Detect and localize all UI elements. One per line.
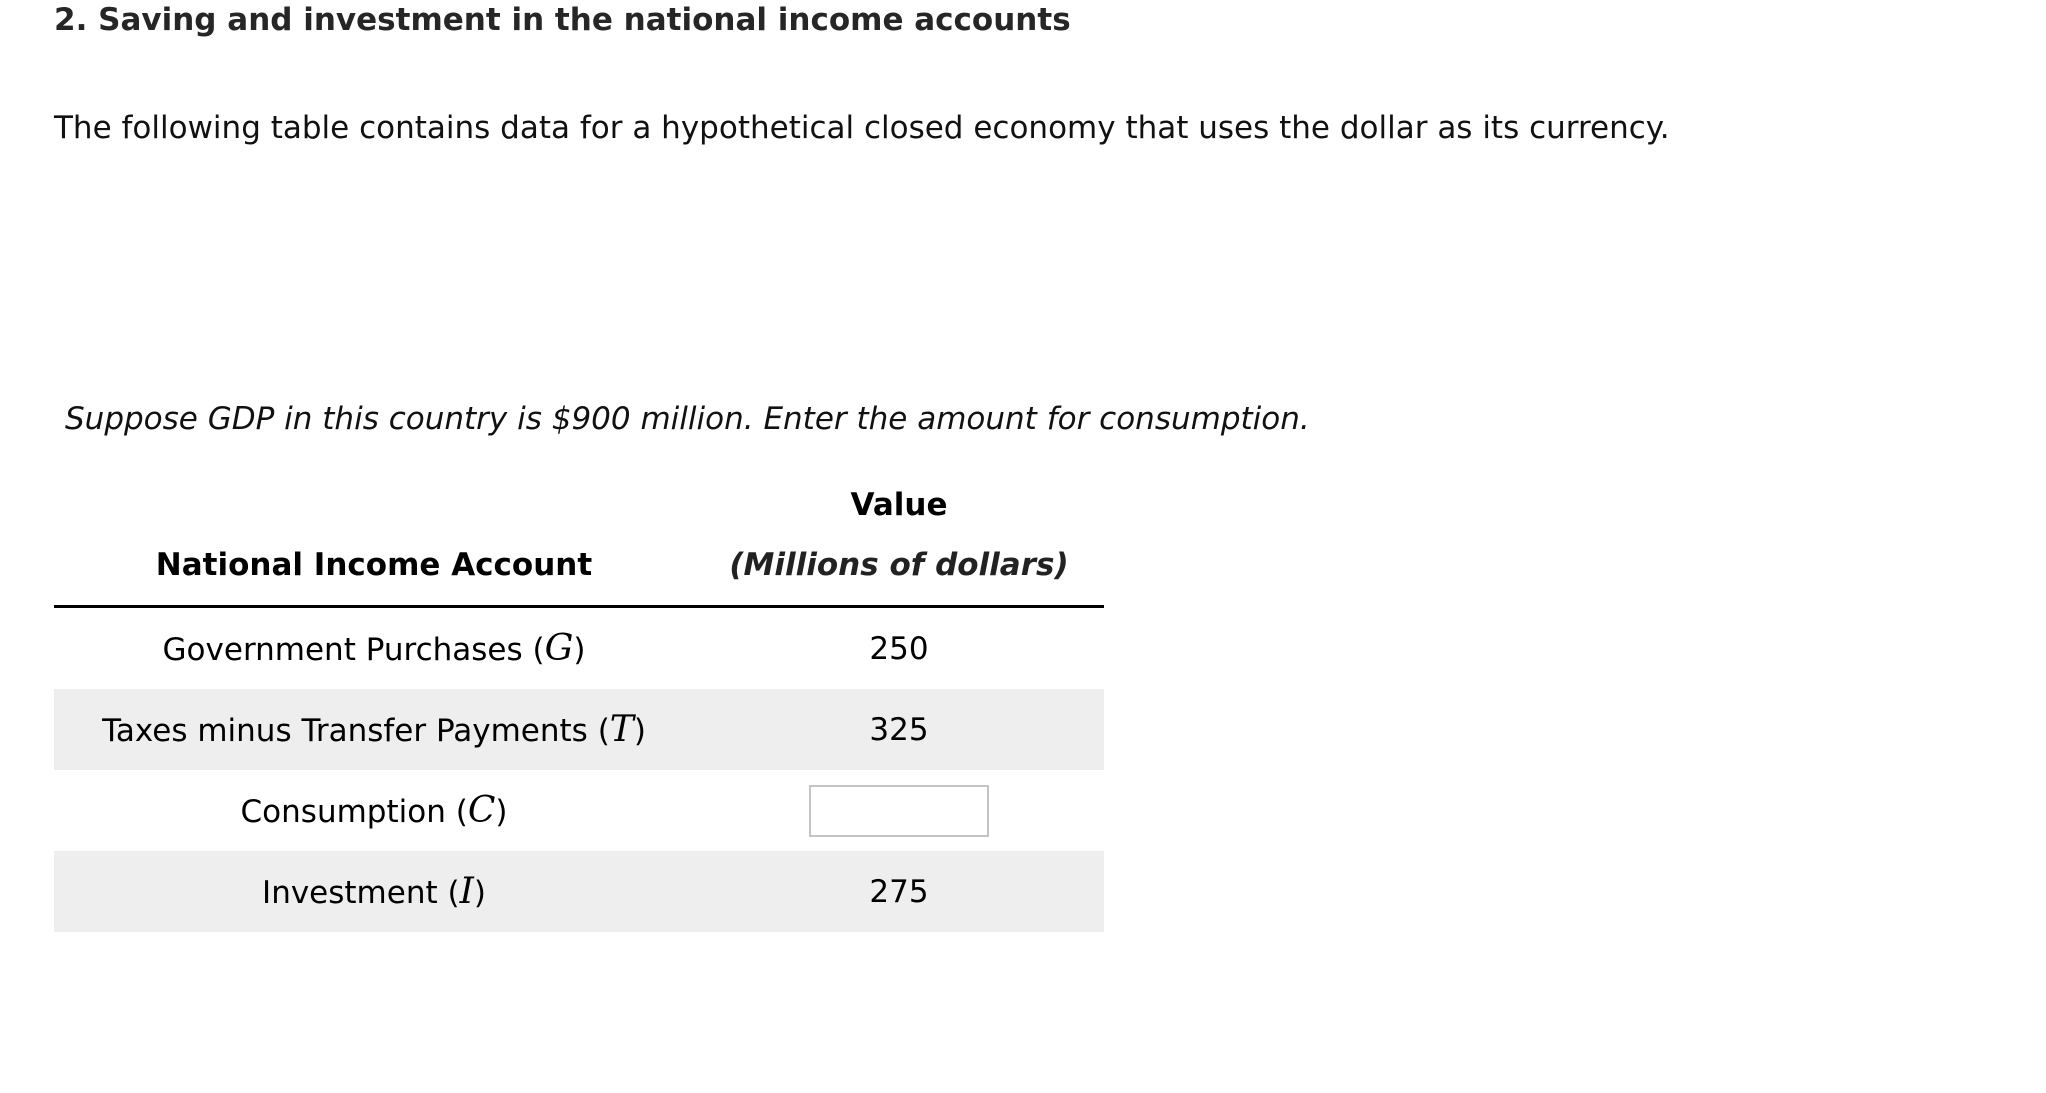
row-label: Taxes minus Transfer Payments (T) <box>102 709 646 750</box>
consumption-input[interactable] <box>809 785 989 837</box>
row-label-text: Consumption <box>240 794 446 830</box>
table-row-government-purchases <box>54 608 1104 689</box>
row-label: Government Purchases (G) <box>162 628 586 669</box>
intro-text: The following table contains data for a hypothetical closed economy that uses the dollar as its currency. <box>54 110 1670 146</box>
national-income-table <box>54 480 1104 932</box>
row-value: 275 <box>869 873 929 910</box>
table-row-investment <box>54 851 1104 932</box>
column-header-unit: (Millions of dollars) <box>729 547 1069 583</box>
row-symbol: C <box>467 790 496 831</box>
table-row-taxes-minus-transfers <box>54 689 1104 770</box>
row-value: 325 <box>869 711 929 748</box>
table-header <box>54 480 1104 608</box>
row-label-text: Investment <box>262 875 438 911</box>
row-symbol: T <box>609 709 634 750</box>
column-header-value: Value <box>850 487 948 523</box>
row-label-text: Government Purchases <box>162 632 523 668</box>
table-row-consumption <box>54 770 1104 851</box>
row-label: Consumption (C) <box>240 790 508 831</box>
question-prompt: Suppose GDP in this country is $900 million. Enter the amount for consumption. <box>65 401 1310 437</box>
question-heading: 2. Saving and investment in the national income accounts <box>54 2 1071 38</box>
row-label: Investment (I) <box>262 871 486 912</box>
row-label-text: Taxes minus Transfer Payments <box>102 713 588 749</box>
row-value-cell <box>694 785 1104 837</box>
row-symbol: G <box>544 628 574 669</box>
row-value: 250 <box>869 630 929 667</box>
row-symbol: I <box>459 871 474 912</box>
column-header-account: National Income Account <box>155 547 593 583</box>
